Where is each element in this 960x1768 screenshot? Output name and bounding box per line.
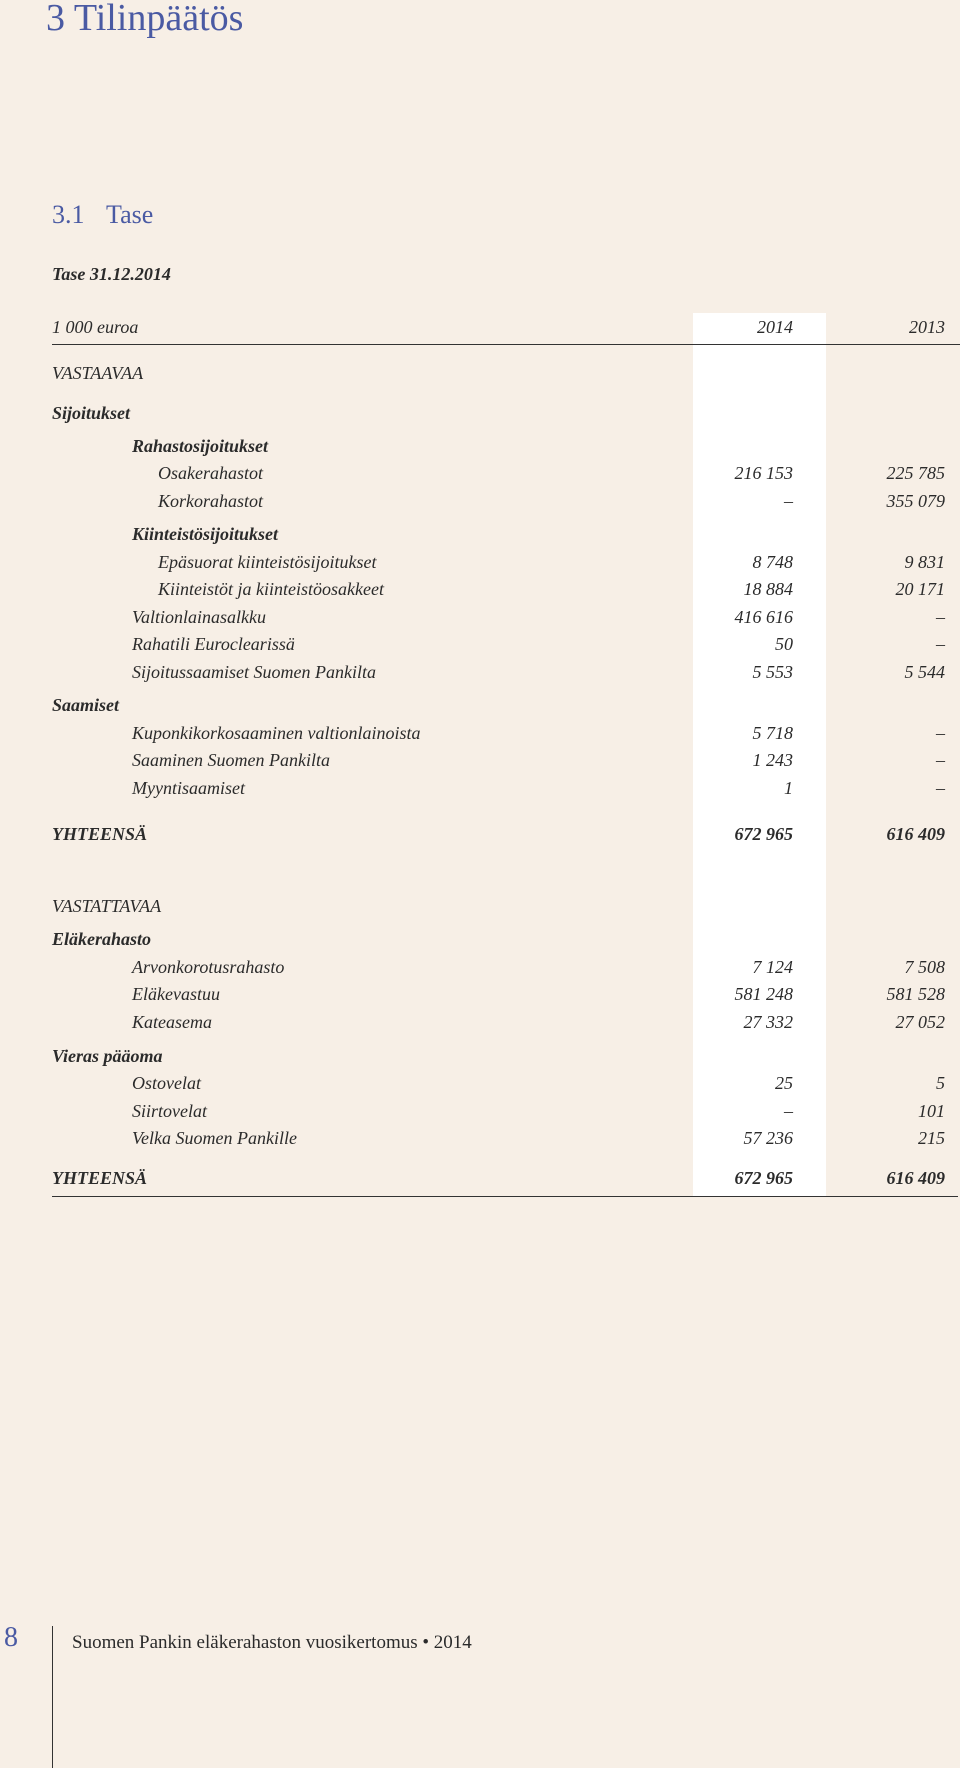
value-2014: 8 748 (752, 552, 793, 572)
value-2014: 5 553 (752, 662, 793, 682)
row-label: Saamiset (52, 695, 120, 715)
row-label: Ostovelat (132, 1073, 201, 1093)
table-row (0, 1098, 960, 1124)
total-row-liabilities (0, 1165, 960, 1191)
value-2013: – (936, 607, 945, 627)
value-2014: 672 965 (734, 1168, 793, 1188)
table-row (0, 604, 960, 630)
value-2013: 5 544 (904, 662, 945, 682)
value-2014: 216 153 (734, 463, 793, 483)
row-label: Eläkevastuu (132, 984, 220, 1004)
table-row (0, 954, 960, 980)
table-row (0, 720, 960, 746)
table-row (0, 460, 960, 486)
value-2014: 1 243 (752, 750, 793, 770)
row-label: Rahastosijoitukset (132, 436, 269, 456)
table-row (0, 747, 960, 773)
table-row (0, 1125, 960, 1151)
table-row (0, 631, 960, 657)
table-row (0, 893, 960, 919)
table-row (0, 549, 960, 575)
value-2014: 7 124 (752, 957, 793, 977)
table-row (0, 1070, 960, 1096)
value-2013: 7 508 (904, 957, 945, 977)
value-2013: – (936, 778, 945, 798)
section-number: 3.1 (52, 200, 85, 229)
footer-publication-title: Suomen Pankin eläkerahaston vuosikertomus • 2014 (72, 1632, 472, 1653)
column-header-2014: 2014 (757, 317, 793, 337)
table-row (0, 981, 960, 1007)
total-row-assets (0, 821, 960, 847)
value-2013: 5 (936, 1073, 945, 1093)
value-2013: 616 409 (886, 1168, 945, 1188)
value-2014: 581 248 (734, 984, 793, 1004)
table-row (0, 775, 960, 801)
row-label: Eläkerahasto (52, 929, 152, 949)
table-row (0, 1043, 960, 1069)
value-2013: 101 (918, 1101, 945, 1121)
value-2013: 27 052 (895, 1012, 945, 1032)
unit-label: 1 000 euroa (52, 317, 139, 337)
value-2014: 5 718 (752, 723, 793, 743)
row-label: Kiinteistöt ja kiinteistöosakkeet (158, 579, 384, 599)
value-2014: 25 (775, 1073, 793, 1093)
value-2014: – (784, 491, 793, 511)
value-2013: 20 171 (895, 579, 945, 599)
row-label: Rahatili Euroclearissä (132, 634, 295, 654)
value-2013: 215 (918, 1128, 945, 1148)
table-row (0, 360, 960, 386)
value-2014: 672 965 (734, 824, 793, 844)
table-row (0, 1009, 960, 1035)
table-row (0, 488, 960, 514)
value-2014: 57 236 (743, 1128, 793, 1148)
table-header (0, 314, 960, 340)
footer-divider (52, 1626, 53, 1768)
row-label: YHTEENSÄ (52, 1168, 148, 1188)
value-2014: 416 616 (734, 607, 793, 627)
table-row (0, 576, 960, 602)
row-label: Kiinteistösijoitukset (132, 524, 279, 544)
bottom-rule (52, 1196, 958, 1197)
table-row (0, 400, 960, 426)
row-label: Arvonkorotusrahasto (132, 957, 285, 977)
value-2013: – (936, 723, 945, 743)
value-2014: 27 332 (743, 1012, 793, 1032)
row-label: Myyntisaamiset (132, 778, 245, 798)
row-label: Epäsuorat kiinteistösijoitukset (158, 552, 377, 572)
value-2013: – (936, 634, 945, 654)
table-caption: Tase 31.12.2014 (52, 264, 171, 284)
row-label: Kateasema (132, 1012, 212, 1032)
table-row (0, 926, 960, 952)
row-label: VASTATTAVAA (52, 896, 162, 916)
value-2014: 18 884 (743, 579, 793, 599)
header-rule (52, 344, 960, 345)
value-2014: – (784, 1101, 793, 1121)
table-row (0, 433, 960, 459)
table-row (0, 521, 960, 547)
row-label: Kuponkikorkosaaminen valtionlainoista (132, 723, 421, 743)
value-2013: 581 528 (886, 984, 945, 1004)
row-label: Valtionlainasalkku (132, 607, 266, 627)
value-2013: – (936, 750, 945, 770)
row-label: VASTAAVAA (52, 363, 144, 383)
row-label: Korkorahastot (158, 491, 264, 511)
row-label: Sijoitussaamiset Suomen Pankilta (132, 662, 376, 682)
table-row (0, 692, 960, 718)
row-label: Saaminen Suomen Pankilta (132, 750, 330, 770)
section-name: Tase (106, 200, 154, 229)
row-label: Vieras pääoma (52, 1046, 163, 1066)
value-2013: 9 831 (904, 552, 945, 572)
row-label: Velka Suomen Pankille (132, 1128, 297, 1148)
value-2014: 50 (775, 634, 793, 654)
section-title (52, 200, 153, 230)
value-2013: 355 079 (886, 491, 945, 511)
value-2013: 616 409 (886, 824, 945, 844)
row-label: Siirtovelat (132, 1101, 207, 1121)
row-label: YHTEENSÄ (52, 824, 148, 844)
row-label: Osakerahastot (158, 463, 263, 483)
table-row (0, 659, 960, 685)
page-number: 8 (4, 1622, 18, 1653)
column-header-2013: 2013 (909, 317, 945, 337)
value-2013: 225 785 (886, 463, 945, 483)
row-label: Sijoitukset (52, 403, 131, 423)
value-2014: 1 (784, 778, 793, 798)
chapter-title: 3 Tilinpäätös (46, 0, 244, 39)
